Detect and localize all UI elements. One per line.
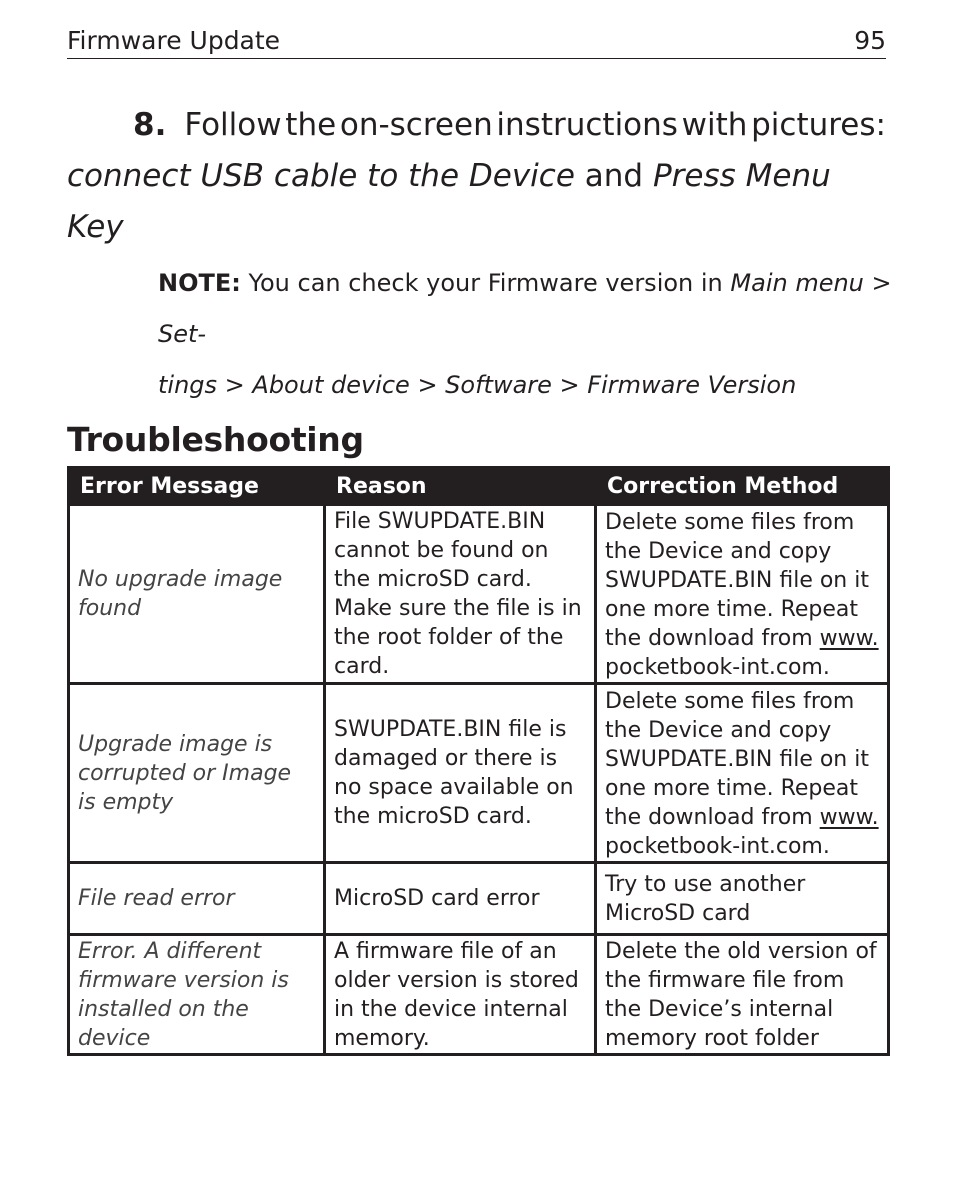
website-link-rest[interactable]: pocketbook-int.com. <box>605 834 830 859</box>
step-word: the <box>285 107 337 143</box>
step-italic-press: Press Menu Key <box>67 158 831 245</box>
correction-text: Delete some files from the Device and copy SWUPDATE.BIN file on it one more time. Repeat the download from <box>605 689 869 830</box>
step-line-1 <box>67 100 886 151</box>
page-number: 95 <box>854 26 886 55</box>
step-number: 8. <box>133 107 167 143</box>
column-header: Error Message <box>69 468 325 505</box>
website-link[interactable]: www. <box>819 626 879 651</box>
note-path-1: Main menu > Set- <box>158 269 892 348</box>
website-link[interactable]: www. <box>819 805 879 830</box>
column-header: Reason <box>325 468 596 505</box>
table-row <box>69 684 889 863</box>
note-line-2 <box>158 360 893 411</box>
step-line-2 <box>67 151 886 253</box>
column-header: Correction Method <box>596 468 889 505</box>
page-header <box>67 24 886 59</box>
step-word: on-screen <box>339 107 493 143</box>
website-link-rest[interactable]: pocketbook-int.com. <box>605 655 830 680</box>
correction-cell: Try to use another MicroSD card <box>596 863 889 935</box>
correction-cell <box>596 684 889 863</box>
step-instruction <box>184 100 886 151</box>
note-block <box>158 258 893 411</box>
step-word: pictures: <box>751 107 886 143</box>
section-title: Troubleshooting <box>67 420 364 459</box>
table-row <box>69 863 889 935</box>
table-row <box>69 505 889 684</box>
error-message-cell: File read error <box>69 863 325 935</box>
reason-cell: SWUPDATE.BIN file is damaged or there is no space available on the microSD card. <box>325 684 596 863</box>
reason-cell: A firmware file of an older version is stored in the device internal memory. <box>325 935 596 1055</box>
table-header-row <box>69 468 889 505</box>
step-italic-connect: connect USB cable to the Device <box>67 158 575 194</box>
correction-text: Delete some files from the Device and copy SWUPDATE.BIN file on it one more time. Repeat the download from <box>605 510 869 651</box>
step-and: and <box>584 158 644 194</box>
error-message-cell: Upgrade image is corrupted or Image is empty <box>69 684 325 863</box>
correction-cell <box>596 505 889 684</box>
error-message-cell: No upgrade image found <box>69 505 325 684</box>
reason-cell: File SWUPDATE.BIN cannot be found on the microSD card. Make sure the file is in the root folder of the card. <box>325 505 596 684</box>
note-path-2: tings > About device > Software > Firmware Version <box>158 371 797 399</box>
note-text: You can check your Firmware version in <box>248 269 723 297</box>
troubleshooting-table <box>67 466 890 1056</box>
reason-cell: MicroSD card error <box>325 863 596 935</box>
step-word: instructions <box>496 107 678 143</box>
note-label: NOTE: <box>158 269 241 297</box>
correction-cell: Delete the old version of the firmware file from the Device’s internal memory root folder <box>596 935 889 1055</box>
step-word: Follow <box>184 107 282 143</box>
header-title: Firmware Update <box>67 26 281 55</box>
error-message-cell: Error. A different firmware version is installed on the device <box>69 935 325 1055</box>
step-8 <box>67 100 886 253</box>
step-word: with <box>681 107 748 143</box>
table-row <box>69 935 889 1055</box>
note-line-1 <box>158 258 893 360</box>
